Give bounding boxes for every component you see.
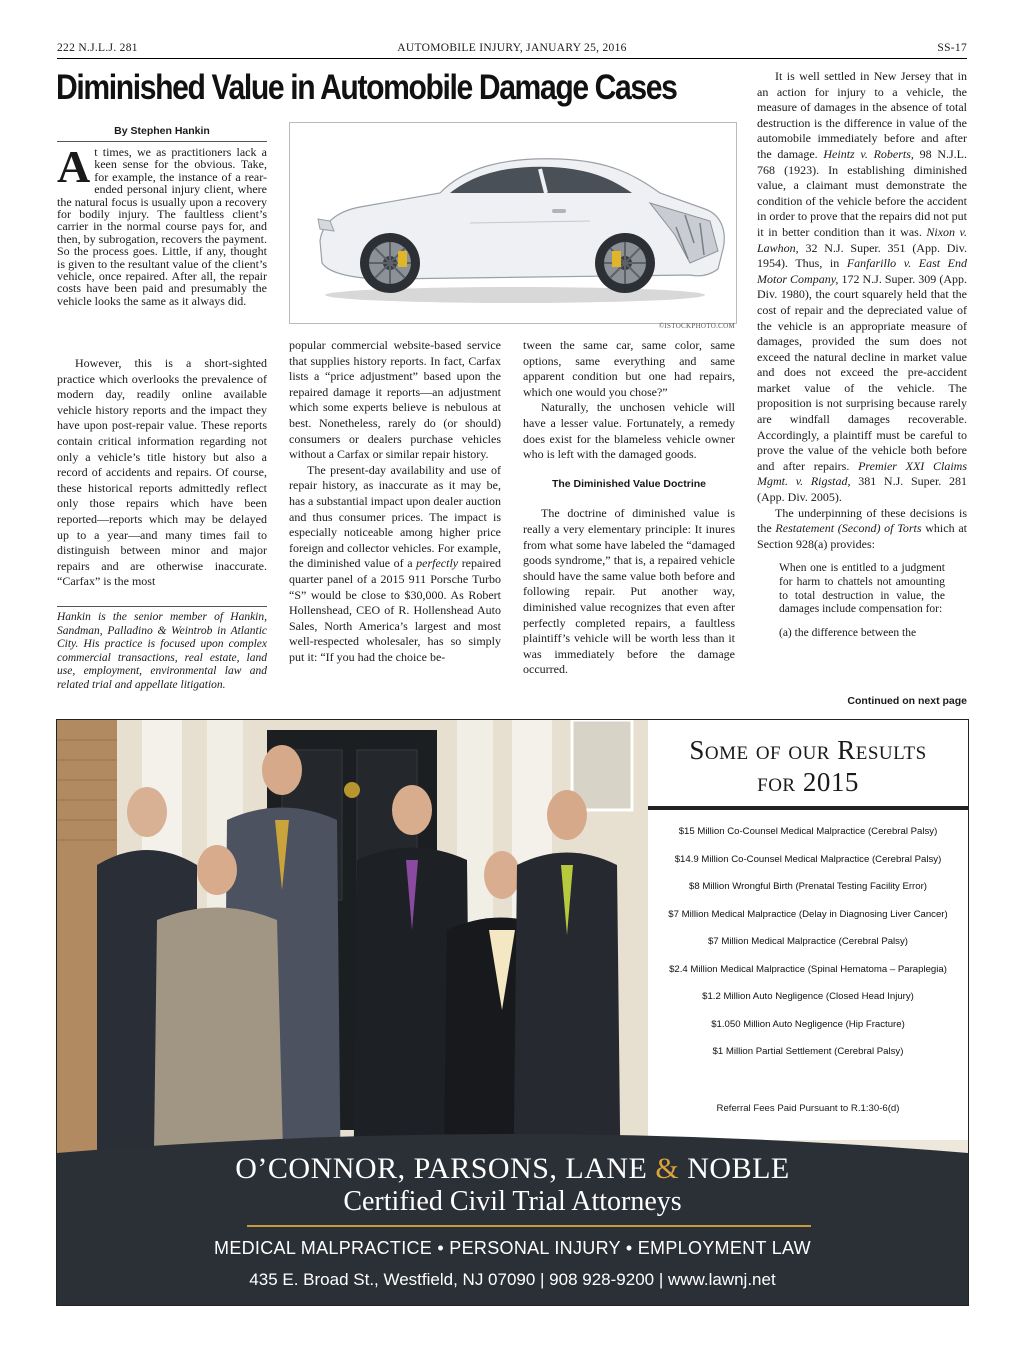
results-title: Some of our Results for 2015 [689,735,927,797]
bio-rule [57,606,267,607]
results-rule [648,806,968,810]
results-panel [648,720,968,1140]
result-item: $2.4 Million Medical Malpractice (Spinal Hematoma – Paraplegia) [669,964,947,975]
paragraph-8: It is well settled in New Jersey that in an action for injury to a vehicle, the measure of damages in the absence of total destruction is the difference in value of the automobile immediately before and after the damage. Heintz v. Roberts, 98 N.J.L. 768 (1923). In establishing diminished value, a claimant must demonstrate the condition of the vehicle before the accident in order to prove that the repairs did not put it in better condition than it was. Nixon v. Lawhon, 32 N.J. Super. 351 (App. Div. 1954). Thus, in Fanfarillo v. East End Motor Company, 172 N.J. Super. 309 (App. Div. 1980), the court squarely held that the cost of repair and the depreciated value of the vehicle is an appropriate measure of damages, provided the sum does not exceed the natural decline in market value and does not exceed the pre-accident market value of the vehicle. The proposition is not surprising because rarely are windfall damages recoverable. Accordingly, a plaintiff must be careful to prove the value of the vehicle both before and after repairs. Premier XXI Claims Mgmt. v. Rigstad, 381 N.J. Super. 281 (App. Div. 2005). [757,69,968,505]
result-item: $8 Million Wrongful Birth (Prenatal Testing Facility Error) [689,881,927,892]
article-headline: Diminished Value in Automobile Damage Cases [56,68,677,107]
paragraph-4: The present-day availability and use of repair history, as inaccurate as it may be, has a substantial impact upon dealer auction and thus consumer prices. The impact is especially noticeable among higher price foreign and collector vehicles. For example, the diminished value of a perfectly repaired quarter panel of a 2015 911 Porsche Turbo “S” would be close to $30,000. As Robert Hollenshead, CEO of R. Hollenshead Auto Sales, North America’s largest and most well-respected wholesaler, has so simply put it: “If you had the choice be- [289,462,501,664]
block-quote: When one is entitled to a judgment for harm to chattels not amounting to total destruction in value, the damages include compensation for: [779,562,945,616]
section-date: AUTOMOBILE INJURY, JANUARY 25, 2016 [397,42,627,54]
photo-credit: ©ISTOCKPHOTO.COM [658,322,735,330]
paragraph-7: The doctrine of diminished value is really a very elementary principle: It inures from what some have labeled the “damaged goods syndrome,” that is, a repaired vehicle should have the same value both before and following repair. Put another way, diminished value recognizes that even after perfectly completed repairs, a faultless plaintiff’s vehicle will be worth less than it was immediately before the damage occurred. [523,506,735,677]
column-3 [523,338,735,678]
block-quote-continued: (a) the difference between the [779,626,917,639]
column-1 [57,356,267,590]
result-item: $7 Million Medical Malpractice (Cerebral Palsy) [708,936,908,947]
drop-cap: A [57,141,91,192]
result-item: $14.9 Million Co-Counsel Medical Malpractice (Cerebral Palsy) [674,854,942,865]
paragraph-1: t times, we as practitioners lack a keen sense for the obvious. Take, for example, the instance of a rear-ended personal injury client, where the natural focus is usually upon a recovery for bodily injury. The faultless client’s carrier in the normal course pays for, and then, by subrogation, recovers the payment. So the process goes. Little, if any, thought is given to the resultant value of the client’s vehicle, once repaired. After all, the repair costs have been paid and presumably the vehicle looks the same as it always did. [57,145,267,308]
column-4 [757,69,967,648]
result-item: $7 Million Medical Malpractice (Delay in Diagnosing Liver Cancer) [668,909,948,920]
law-firm-advertisement [56,719,969,1306]
column-1-top [57,141,267,308]
paragraph-6: Naturally, the unchosen vehicle will have a lesser value. Fortunately, a remedy does exist for the blameless vehicle owner who is left with the damaged goods. [523,400,735,462]
damaged-porsche-image [290,123,736,323]
firm-tagline: Certified Civil Trial Attorneys [343,1186,682,1217]
result-item: $1.2 Million Auto Negligence (Closed Head Injury) [702,991,914,1002]
paragraph-2: However, this is a short-sighted practice which overlooks the prevalence of modern day, readily online available vehicle history reports and the impact they have upon post-repair value. These reports contain critical information regarding not only a vehicle’s title history but also a record of accidents and repairs. Of course, these historical reports admittedly reflect only those repairs which have been reported—reports which may be delayed up to a year—and many times fail to distinguish between minor and major repairs and are otherwise inaccurate. “Carfax” is the most [57,356,267,589]
car-photo [289,122,737,324]
firm-name: O’CONNOR, PARSONS, LANE & NOBLE [235,1152,790,1185]
byline: By Stephen Hankin [114,125,210,137]
gold-divider [247,1225,811,1227]
subhead: The Diminished Value Doctrine [551,477,707,490]
column-2 [289,338,501,665]
referral-note: Referral Fees Paid Pursuant to R.1:30-6(d) [716,1103,900,1114]
page-number: SS-17 [937,42,967,54]
paragraph-3: popular commercial website-based service that supplies history reports. In fact, Carfax lists a “price adjustment” based upon the repaired damage it reports—an adjustment which some experts believe is nebulous at best. Nonetheless, rarely do (or should) consumers or dealers purchase vehicles without a Carfax or similar repair history. [289,338,501,462]
result-item: $1 Million Partial Settlement (Cerebral Palsy) [712,1046,904,1057]
continued-note: Continued on next page [847,695,967,707]
header-rule [57,58,967,59]
result-item: $1.050 Million Auto Negligence (Hip Fracture) [711,1019,905,1030]
result-item: $15 Million Co-Counsel Medical Malpractice (Cerebral Palsy) [678,826,938,837]
firm-contact: 435 E. Broad St., Westfield, NJ 07090 | 908 928-9200 | www.lawnj.net [249,1270,776,1289]
author-bio: Hankin is the senior member of Hankin, Sandman, Palladino & Weintrob in Atlantic City. His practice is focused upon complex commercial transactions, real estate, land use, employment, environmental law and related trial and appellate litigation. [57,611,267,691]
running-head [57,42,967,58]
paragraph-9: The underpinning of these decisions is the Restatement (Second) of Torts which at Section 928(a) provides: [757,505,967,551]
practice-areas: MEDICAL MALPRACTICE • PERSONAL INJURY • EMPLOYMENT LAW [214,1238,811,1258]
paragraph-5: tween the same car, same color, same options, same everything and same apparent condition but one had repairs, which one would you chose?” [523,338,735,399]
page-citation: 222 N.J.L.J. 281 [57,42,138,54]
